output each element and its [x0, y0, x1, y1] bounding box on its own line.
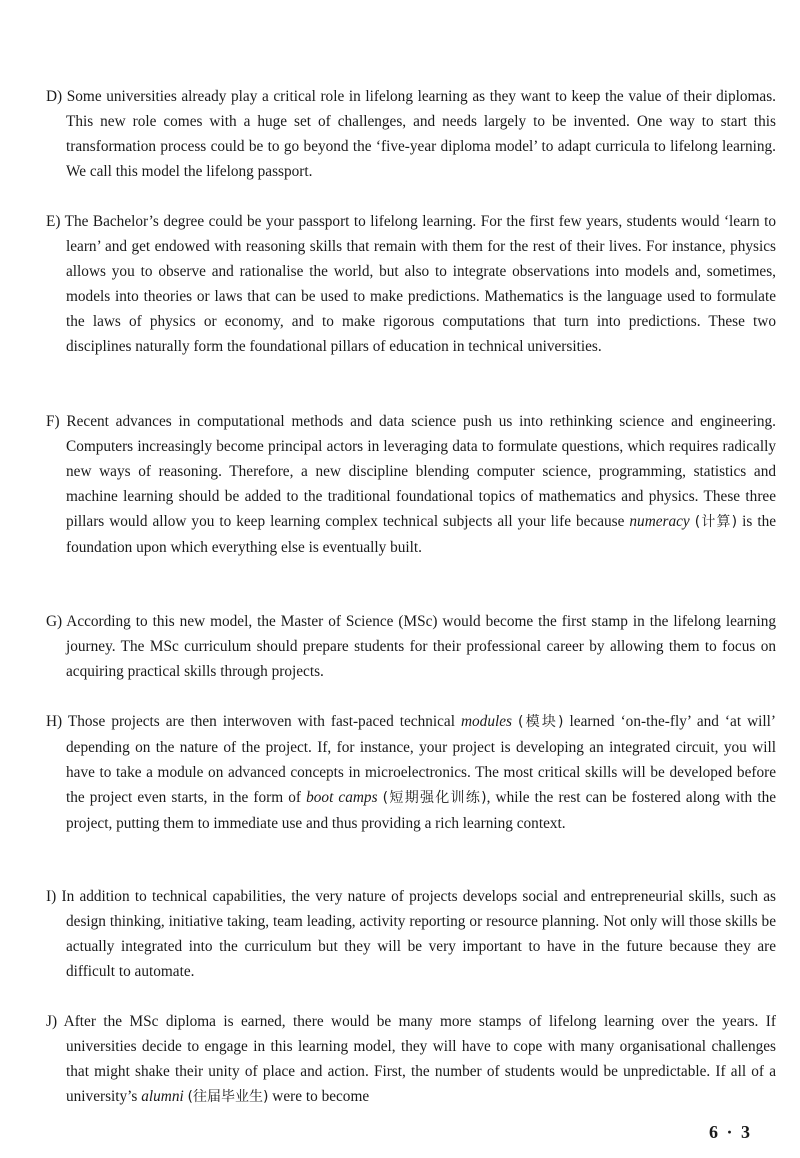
- paragraph-label: F): [46, 413, 60, 430]
- chinese-gloss: (往届毕业生): [187, 1089, 269, 1105]
- term-alumni: alumni: [141, 1088, 184, 1105]
- paragraph-g: [46, 609, 776, 684]
- paragraph-label: G): [46, 613, 63, 630]
- paragraph-text: , while the rest can be fostered along with the project, putting them to immediate use and thus providing a rich learning context.: [66, 789, 777, 832]
- paragraph-text: According to this new model, the Master of Science (MSc) would become the first stamp in the lifelong learning journey. The MSc curriculum should prepare students for their professional career by allowing them to focus on acquiring practical skills through projects.: [66, 613, 776, 680]
- paragraph-label: J): [46, 1013, 58, 1030]
- chinese-gloss: (短期强化训练): [382, 790, 487, 806]
- term-boot-camps: boot camps: [306, 789, 378, 806]
- page-number: 6 · 3: [708, 1122, 752, 1142]
- paragraph-text: Recent advances in computational methods and data science push us into rethinking science and engineering. Computers increasingly become principal actors in leveraging data to formulate questions, which requires radically new ways of reasoning. Therefore, a new discipline blending computer science, programming, statistics and machine learning should be added to the traditional foundational topics of mathematics and physics. These three pillars would allow you to keep learning complex technical subjects all your life because: [66, 413, 777, 530]
- paragraph-label: H): [46, 713, 63, 730]
- paragraph-text: The Bachelor’s degree could be your passport to lifelong learning. For the first few years, students would ‘learn to learn’ and get endowed with reasoning skills that remain with them for the rest of their lives. For instance, physics allows you to observe and rationalise the world, but also to integrate observations into models and, sometimes, models into theories or laws that can be used to make predictions. Mathematics is the language used to formulate the laws of physics or economy, and to make rigorous computations that turn into predictions. These two disciplines naturally form the foundational pillars of education in technical universities.: [64, 213, 776, 355]
- paragraph-d: [46, 84, 776, 184]
- paragraph-text: After the MSc diploma is earned, there would be many more stamps of lifelong learning over the years. If universities decide to engage in this learning model, they will have to cope with many organisational challenges that might shake their unity of place and action. First, the number of students would be unpredictable. If all of a university’s: [63, 1013, 776, 1105]
- paragraph-h: [46, 709, 776, 836]
- paragraph-j: [46, 1009, 776, 1110]
- paragraph-label: E): [46, 213, 61, 230]
- term-numeracy: numeracy: [629, 513, 690, 530]
- paragraph-i: [46, 884, 776, 984]
- paragraph-label: I): [46, 888, 57, 905]
- paragraph-text: In addition to technical capabilities, the very nature of projects develops social and entrepreneurial skills, such as design thinking, initiative taking, team leading, activity reporting or resource planning. Not only will those skills be actually integrated into the curriculum but they will be very important to have in the future because they are difficult to automate.: [61, 888, 776, 980]
- term-modules: modules: [460, 713, 512, 730]
- paragraph-text: learned ‘on-the-fly’ and ‘at will’ depending on the nature of the project. If, for instance, your project is developing an integrated circuit, you will have to take a module on advanced concepts in microelectronics. The most critical skills will be developed before the project even starts, in the form of: [66, 713, 776, 806]
- paragraph-text: were to become: [268, 1088, 370, 1105]
- chinese-gloss: (计算): [694, 514, 738, 530]
- paragraph-text: Some universities already play a critical role in lifelong learning as they want to keep the value of their diplomas. This new role comes with a huge set of challenges, and needs largely to be invented. One way to start this transformation process could be to go beyond the ‘five-year diploma model’ to adapt curricula to lifelong learning. We call this model the lifelong passport.: [66, 88, 776, 180]
- paragraph-text: is the foundation upon which everything else is eventually built.: [66, 513, 777, 556]
- chinese-gloss: (模块): [518, 714, 564, 730]
- paragraph-text: Those projects are then interwoven with fast-paced technical: [67, 713, 461, 730]
- paragraph-label: D): [46, 88, 63, 105]
- paragraph-e: [46, 209, 776, 359]
- paragraph-f: [46, 409, 776, 560]
